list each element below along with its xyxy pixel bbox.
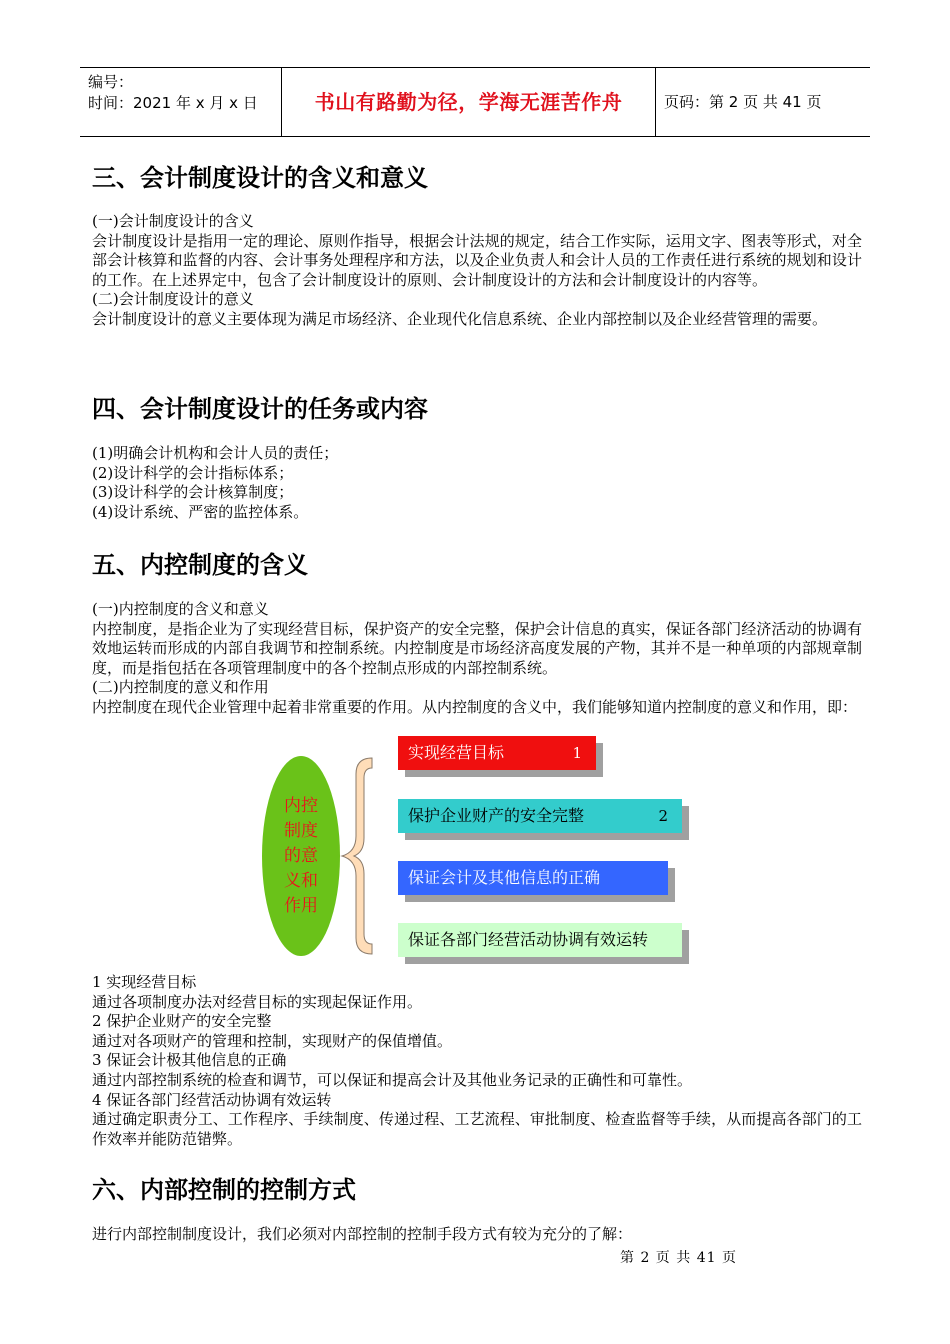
list-item: (1)明确会计机构和会计人员的责任； [92, 444, 339, 462]
paragraph: 会计制度设计的意义主要体现为满足市场经济、企业现代化信息系统、企业内部控制以及企业经营管理的需要。 [92, 309, 828, 328]
center-ellipse [262, 756, 340, 956]
diagram-box-1 [398, 736, 596, 770]
section-5-heading: 五、内控制度的含义 [92, 551, 308, 579]
page-header [80, 67, 870, 137]
section-5-body [92, 600, 862, 718]
section-6-body [92, 1225, 862, 1245]
diagram-box-4 [398, 923, 682, 957]
header-number-label: 编号： [88, 73, 134, 91]
paragraph: (二)会计制度设计的意义 [92, 290, 254, 309]
paragraph: 内控制度，是指企业为了实现经营目标，保护资产的安全完整，保护会计信息的真实，保证各部门经济活动的协调有效地运转而形成的内部自我调节和控制系统。内控制度是市场经济高度发展的产物，其并不是一种单项的内部规章制度，而是指包括在各项管理制度中的各个控制点形成的内部控制系统。 [92, 619, 862, 677]
section-6-heading: 六、内部控制的控制方式 [92, 1176, 356, 1204]
box-label: 保证各部门经营活动协调有效运转 [408, 930, 649, 949]
diagram-box-3 [398, 861, 668, 895]
box-label: 保证会计及其他信息的正确 [408, 868, 601, 887]
section-4-heading: 四、会计制度设计的任务或内容 [92, 395, 428, 423]
paragraph: (一)内控制度的含义和意义 [92, 600, 269, 618]
header-meta [80, 68, 282, 136]
list-item: (2)设计科学的会计指标体系； [92, 463, 294, 482]
list-item: (4)设计系统、严密的监控体系。 [92, 502, 309, 521]
section-5-explanations [92, 973, 862, 1149]
header-page-info: 页码：第 2 页 共 41 页 [664, 93, 822, 111]
header-motto: 书山有路勤为径，学海无涯苦作舟 [282, 68, 656, 136]
left-brace-shape [338, 756, 374, 956]
paragraph: (一)会计制度设计的含义 [92, 212, 254, 230]
paragraph: 2 保护企业财产的安全完整 [92, 1012, 272, 1031]
center-label: 内控制度的意义和作用 [284, 795, 318, 916]
paragraph: 通过各项制度办法对经营目标的实现起保证作用。 [92, 992, 423, 1011]
paragraph: 1 实现经营目标 [92, 973, 197, 991]
internal-control-diagram [262, 734, 702, 970]
section-3-heading: 三、会计制度设计的含义和意义 [92, 164, 428, 192]
paragraph: 通过内部控制系统的检查和调节，可以保证和提高会计及其他业务记录的正确性和可靠性。 [92, 1070, 693, 1089]
box-label: 实现经营目标 [408, 743, 505, 762]
box-number: 1 [572, 744, 582, 762]
paragraph: 3 保证会计极其他信息的正确 [92, 1051, 287, 1070]
paragraph: (二)内控制度的意义和作用 [92, 678, 269, 697]
section-4-body [92, 444, 862, 522]
paragraph: 通过对各项财产的管理和控制，实现财产的保值增值。 [92, 1031, 453, 1050]
paragraph: 会计制度设计是指用一定的理论、原则作指导，根据会计法规的规定，结合工作实际，运用文字、图表等形式，对全部会计核算和监督的内容、会计事务处理程序和方法，以及企业负责人和会计人员的工作责任进行系统的规划和设计的工作。在上述界定中，包含了会计制度设计的原则、会计制度设计的方法和会计制度设计的内容等。 [92, 231, 862, 289]
page-footer: 第 2 页 共 41 页 [620, 1250, 737, 1266]
list-item: (3)设计科学的会计核算制度； [92, 483, 294, 502]
header-time-label: 时间：2021 年 x 月 x 日 [88, 94, 258, 112]
paragraph: 进行内部控制制度设计，我们必须对内部控制的控制手段方式有较为充分的了解： [92, 1225, 633, 1243]
box-label: 保护企业财产的安全完整 [408, 806, 585, 825]
diagram-box-2 [398, 799, 682, 833]
box-number: 2 [658, 807, 668, 825]
paragraph: 内控制度在现代企业管理中起着非常重要的作用。从内控制度的含义中，我们能够知道内控制度的意义和作用，即： [92, 697, 858, 716]
paragraph: 通过确定职责分工、工作程序、手续制度、传递过程、工艺流程、审批制度、检查监督等手续，从而提高各部门的工作效率并能防范错弊。 [92, 1110, 862, 1148]
paragraph: 4 保证各部门经营活动协调有效运转 [92, 1090, 332, 1109]
section-3-body [92, 212, 862, 330]
